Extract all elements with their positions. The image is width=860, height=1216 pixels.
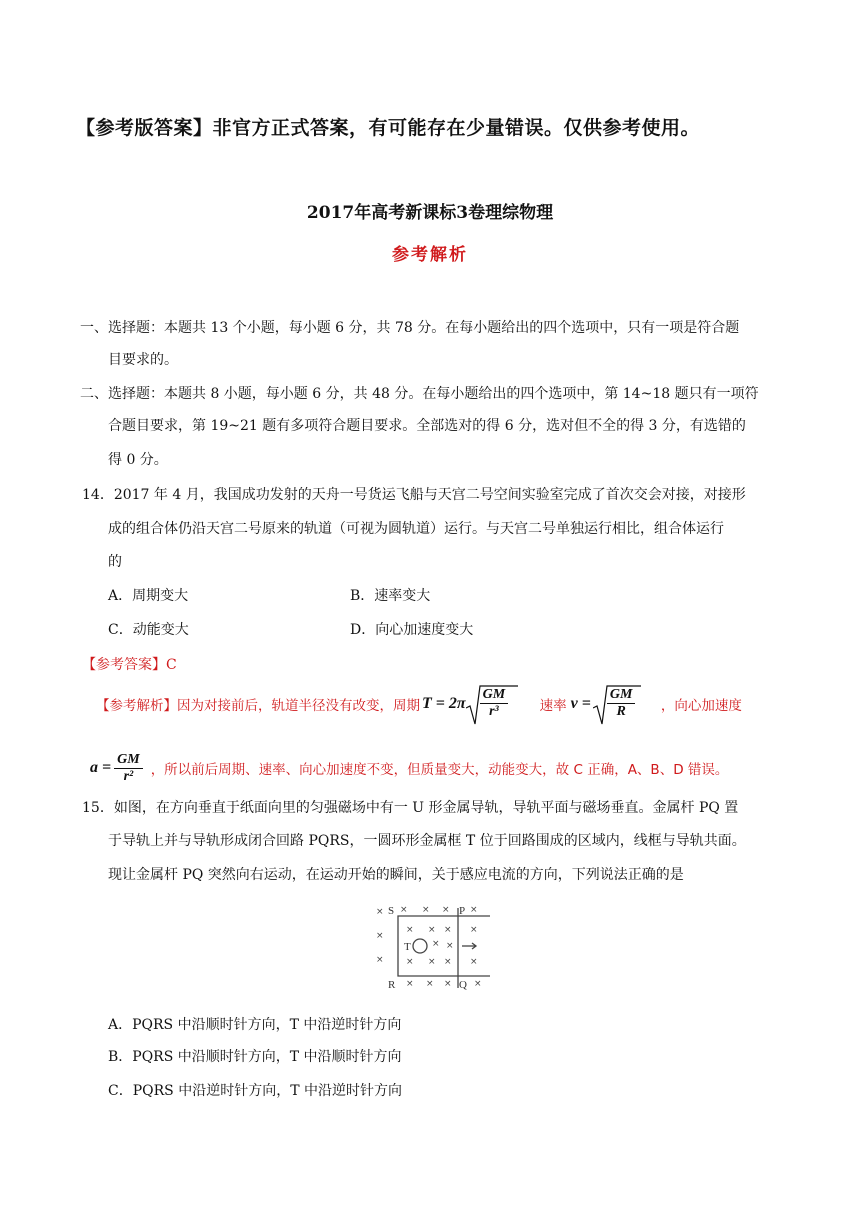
svg-text:×: × — [426, 979, 434, 989]
disclaimer-notice: 【参考版答案】非官方正式答案，有可能存在少量错误。仅供参考使用。 — [76, 117, 701, 139]
svg-text:×: × — [400, 905, 408, 915]
page-subtitle: 参考解析 — [392, 245, 468, 265]
accel-numerator: GM — [114, 752, 143, 769]
svg-text:×: × — [470, 957, 478, 967]
svg-text:×: × — [444, 925, 452, 935]
svg-text:×: × — [428, 957, 436, 967]
svg-text:×: × — [376, 907, 384, 917]
q14-option-d: D．向心加速度变大 — [350, 622, 474, 638]
svg-text:×: × — [470, 925, 478, 935]
accel-denominator: r² — [123, 768, 134, 784]
q15-option-b: B．PQRS 中沿顺时针方向，T 中沿顺时针方向 — [108, 1049, 402, 1065]
label-s: S — [388, 905, 395, 917]
speed-label: 速率 — [539, 698, 567, 714]
svg-text:×: × — [446, 941, 454, 951]
q14-analysis-line1 — [96, 680, 742, 728]
q14-answer: 【参考答案】C — [82, 657, 177, 673]
svg-text:×: × — [442, 905, 450, 915]
label-r: R — [388, 979, 396, 991]
svg-text:×: × — [376, 955, 384, 965]
q14-analysis-line2 — [90, 748, 728, 788]
q15-option-a: A．PQRS 中沿顺时针方向，T 中沿逆时针方向 — [108, 1017, 402, 1033]
svg-text:×: × — [470, 905, 478, 915]
speed-sqrt — [593, 684, 645, 724]
period-denominator: r³ — [489, 704, 499, 719]
q14-option-b: B．速率变大 — [350, 588, 431, 604]
analysis-conclusion: ，所以前后周期、速率、向心加速度不变，但质量变大，动能变大，故 C 正确，A、B、D 错误。 — [150, 762, 729, 778]
q14-stem-line1: 14．2017 年 4 月，我国成功发射的天舟一号货运飞船与天宫二号空间实验室完成了首次交会对接，对接形 — [82, 487, 746, 503]
label-p: P — [459, 905, 466, 917]
section1-line2: 目要求的。 — [108, 352, 178, 368]
q15-stem-line3: 现让金属杆 PQ 突然向右运动，在运动开始的瞬间，关于感应电流的方向，下列说法正确的是 — [108, 867, 684, 883]
accel-fraction — [114, 752, 143, 785]
svg-text:×: × — [406, 925, 414, 935]
analysis-text: 【参考解析】因为对接前后，轨道半径没有改变，周期 — [96, 698, 420, 714]
section2-line3: 得 0 分。 — [108, 452, 168, 468]
q15-stem-line2: 于导轨上并与导轨形成闭合回路 PQRS，一圆环形金属框 T 位于回路围成的区域内，线框与导轨共面。 — [108, 833, 746, 849]
label-t: T — [404, 941, 411, 953]
svg-text:×: × — [406, 957, 414, 967]
q14-stem-line3: 的 — [108, 554, 122, 570]
q15-option-c: C．PQRS 中沿逆时针方向，T 中沿逆时针方向 — [108, 1083, 402, 1099]
svg-text:×: × — [406, 979, 414, 989]
q14-option-a: A．周期变大 — [108, 588, 189, 604]
section1-line1: 一、选择题：本题共 13 个小题，每小题 6 分，共 78 分。在每小题给出的四个选项中，只有一项是符合题 — [80, 320, 740, 336]
svg-text:×: × — [428, 925, 436, 935]
accel-label: ，向心加速度 — [660, 698, 742, 714]
section2-line1: 二、选择题：本题共 8 小题，每小题 6 分，共 48 分。在每小题给出的四个选项中，第 14~18 题只有一项符 — [80, 386, 759, 402]
svg-text:×: × — [432, 939, 440, 949]
period-formula-lhs: T = 2π — [422, 695, 466, 712]
page-title: 2017年高考新课标3卷理综物理 — [306, 203, 554, 223]
q15-stem-line1: 15．如图，在方向垂直于纸面向里的匀强磁场中有一 U 形金属导轨，导轨平面与磁场垂直。金属杆 PQ 置 — [82, 800, 739, 816]
speed-formula-lhs: v = — [570, 695, 591, 712]
svg-text:×: × — [422, 905, 430, 915]
speed-denominator: R — [616, 704, 626, 719]
label-q: Q — [459, 979, 467, 991]
section2-line2: 合题目要求，第 19~21 题有多项符合题目要求。全部选对的得 6 分，选对但不全的得 3 分，有选错的 — [108, 418, 746, 434]
q14-option-c: C．动能变大 — [108, 622, 189, 638]
magnetic-field-figure — [366, 902, 496, 994]
period-sqrt — [466, 684, 518, 724]
svg-text:×: × — [376, 931, 384, 941]
speed-numerator: GM — [607, 687, 636, 704]
accel-formula-lhs: a = — [90, 759, 112, 776]
q14-stem-line2: 成的组合体仍沿天宫二号原来的轨道（可视为圆轨道）运行。与天宫二号单独运行相比，组合体运行 — [108, 521, 724, 537]
svg-text:×: × — [474, 979, 482, 989]
period-numerator: GM — [480, 687, 509, 704]
svg-text:×: × — [444, 957, 452, 967]
svg-text:×: × — [444, 979, 452, 989]
